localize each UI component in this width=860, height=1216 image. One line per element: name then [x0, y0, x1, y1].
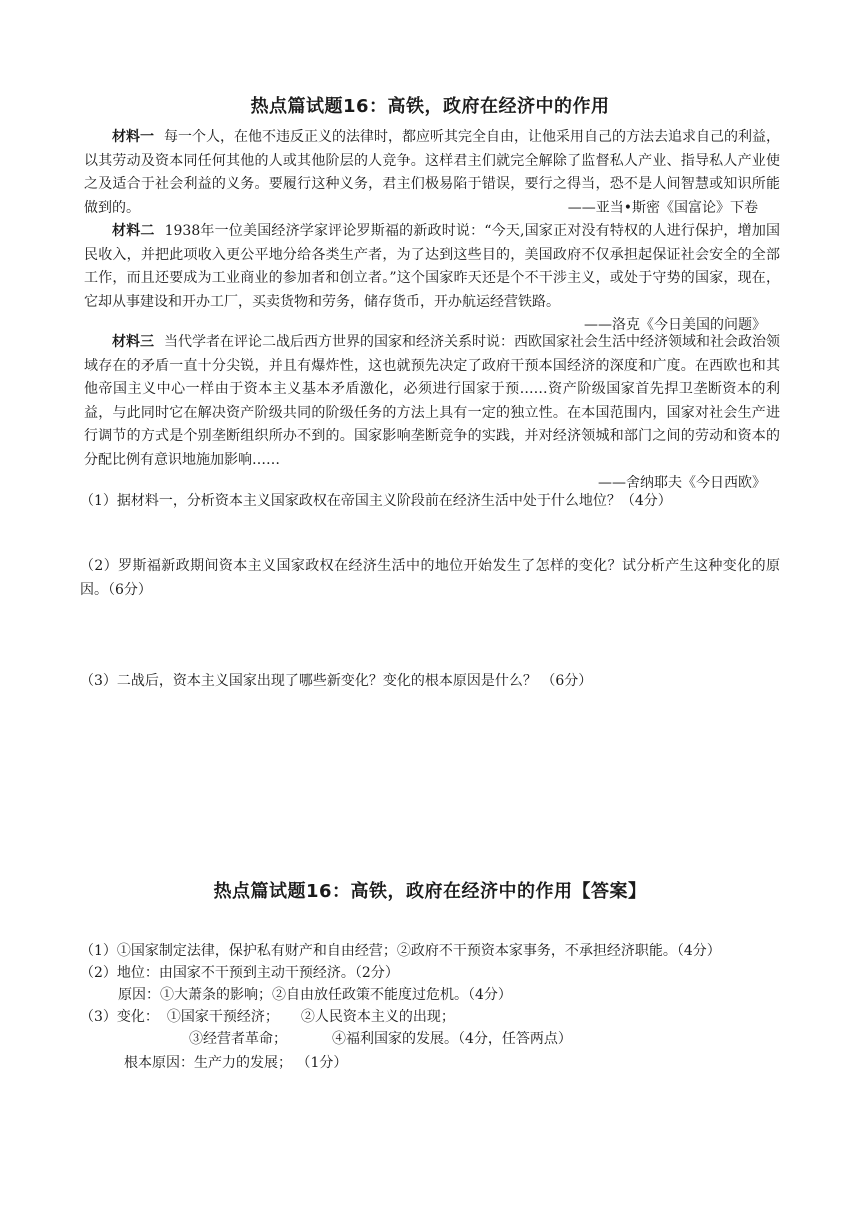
answer-2-reason: 原因：①大萧条的影响；②自由放任政策不能度过危机。（4分） [118, 987, 512, 1003]
material-label: 材料三 [112, 334, 154, 350]
material-label: 材料二 [112, 223, 155, 239]
answer-1: （1）①国家制定法律，保护私有财产和自由经营；②政府不干预资本家事务，不承担经济职能。（4分） [80, 943, 721, 959]
answer-3-changes [80, 1006, 780, 1028]
answer-3-change-3: ③经营者革命； [189, 1031, 287, 1047]
material-source: ——洛克《今日美国的问题》 [584, 317, 766, 333]
material-label: 材料一 [112, 129, 154, 145]
material-source: ——舍纳耶夫《今日西欧》 [598, 475, 766, 491]
question-2: （2）罗斯福新政期间资本主义国家政权在经济生活中的地位开始发生了怎样的变化？试分析产生这种变化的原因。（6分） [80, 558, 780, 598]
material-text: 每一个人，在他不违反正义的法律时，都应听其完全自由，让他采用自己的方法去追求自己的利益，以其劳动及资本同任何其他的人或其他阶层的人竞争。这样君主们就完全解除了监督私人产业、指导私人产业使之及适合于社会利益的义务。要履行这种义务，君主们极易陷于错误，要行之得当，恐不是人间智慧或知识所能做到的。 [84, 129, 780, 216]
material-1 [84, 126, 780, 220]
material-3 [84, 331, 780, 496]
answer-3-root: 根本原因：生产力的发展； （1分） [124, 1055, 348, 1071]
question-3: （3）二战后，资本主义国家出现了哪些新变化？变化的根本原因是什么？ （6分） [80, 673, 593, 689]
material-text: 当代学者在评论二战后西方世界的国家和经济关系时说：西欧国家社会生活中经济领域和社会政治领域存在的矛盾一直十分尖锐，并且有爆炸性，这也就预先决定了政府干预本国经济的深度和广度。在西欧也和其他帝国主义中心一样由于资本主义基本矛盾激化，必须进行国家于预……资产阶级国家首先捍卫垄断资本的利益，与此同时它在解决资产阶级共同的阶级任务的方法上具有一定的独立性。在本国范围内，国家对社会生产进行调节的方式是个别垄断组织所办不到的。国家影响垄断竞争的实践，并对经济领城和部门之间的劳动和资本的分配比例有意识地施加影响…… [84, 334, 780, 468]
answer-3-change-4: ④福利国家的发展。（4分，任答两点） [332, 1031, 572, 1047]
material-text: 1938年一位美国经济学家评论罗斯福的新政时说：“今天,国家正对没有特权的人进行保护，增加国民收入，并把此项收入更公平地分给各类生产者，为了达到这些目的，美国政府不仅承担起保证社会安全的全部工作，而且还要成为工业商业的参加者和创立者。”这个国家昨天还是个不干涉主义，或处于守势的国家，现在，它却从事建设和开办工厂，买卖货物和劳务，储存货币，开办航运经营铁路。 [84, 223, 781, 310]
answer-3-change-1: ①国家干预经济； [166, 1009, 279, 1025]
question-1: （1）据材料一，分析资本主义国家政权在帝国主义阶段前在经济生活中处于什么地位？（4分） [80, 493, 672, 509]
answer-2-status: （2）地位：由国家不干预到主动干预经济。（2分） [80, 965, 399, 981]
answer-3-label: （3）变化： [80, 1009, 159, 1025]
page-title: 热点篇试题16：高铁，政府在经济中的作用 [250, 96, 610, 117]
material-source: ——亚当•斯密《国富论》下卷 [567, 199, 758, 216]
answer-3-change-2: ②人民资本主义的出现； [300, 1009, 455, 1025]
answer-3-changes-cont [80, 1028, 860, 1050]
answer-title: 热点篇试题16：高铁，政府在经济中的作用【答案】 [213, 881, 647, 902]
material-2 [84, 220, 780, 338]
